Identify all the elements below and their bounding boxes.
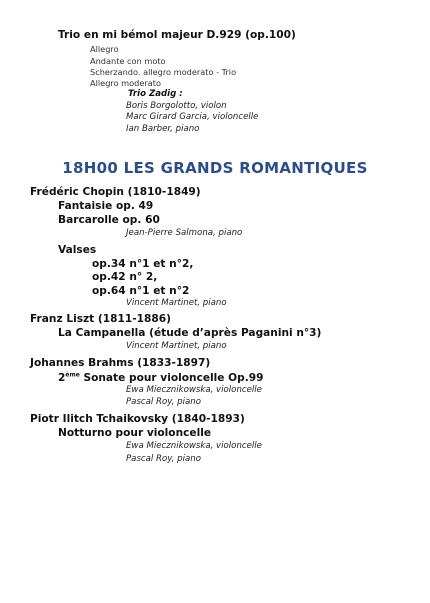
trio-performer-2: Marc Girard Garcia, violoncelle [126,112,259,122]
brahms-composer: Johannes Brahms (1833-1897) [30,357,211,369]
trio-performer-1: Boris Borgolotto, violon [126,101,227,111]
brahms-work [58,373,264,384]
chopin-performer-salmona: Jean-Pierre Salmona, piano [126,228,243,238]
tchaikovsky-performer-1: Ewa Miecznikowska, violoncelle [126,441,262,451]
chopin-performer-martinet: Vincent Martinet, piano [126,298,227,308]
trio-movement-4: Allegro moderato [90,78,162,88]
brahms-performer-1: Ewa Miecznikowska, violoncelle [126,385,262,395]
liszt-work: La Campanella (étude d’après Paganini n°3) [58,327,322,339]
section-heading: 18H00 LES GRANDS ROMANTIQUES [62,159,368,177]
tchaikovsky-composer: Piotr Ilitch Tchaikovsky (1840-1893) [30,413,245,425]
brahms-work-number: 2 [58,372,66,384]
brahms-work-ordinal: ème [65,371,80,379]
trio-movement-1: Allegro [90,44,119,54]
chopin-work-barcarolle: Barcarolle op. 60 [58,214,160,226]
chopin-work-fantaisie: Fantaisie op. 49 [58,200,154,212]
trio-movement-2: Andante con moto [90,56,166,66]
brahms-work-title: Sonate pour violoncelle Op.99 [79,372,264,384]
liszt-composer: Franz Liszt (1811-1886) [30,313,171,325]
brahms-performer-2: Pascal Roy, piano [126,397,201,407]
trio-movement-3: Scherzando. allegro moderato - Trio [90,67,237,77]
trio-performer-3: Ian Barber, piano [126,124,200,134]
chopin-valses-title: Valses [58,244,97,256]
chopin-composer: Frédéric Chopin (1810-1849) [30,186,201,198]
trio-title: Trio en mi bémol majeur D.929 (op.100) [58,29,296,41]
tchaikovsky-performer-2: Pascal Roy, piano [126,454,201,464]
tchaikovsky-work: Notturno pour violoncelle [58,427,212,439]
chopin-valse-1: op.34 n°1 et n°2, [92,258,194,270]
trio-ensemble-name: Trio Zadig : [128,89,183,99]
liszt-performer: Vincent Martinet, piano [126,341,227,351]
chopin-valse-3: op.64 n°1 et n°2 [92,285,190,297]
chopin-valse-2: op.42 n° 2, [92,271,158,283]
